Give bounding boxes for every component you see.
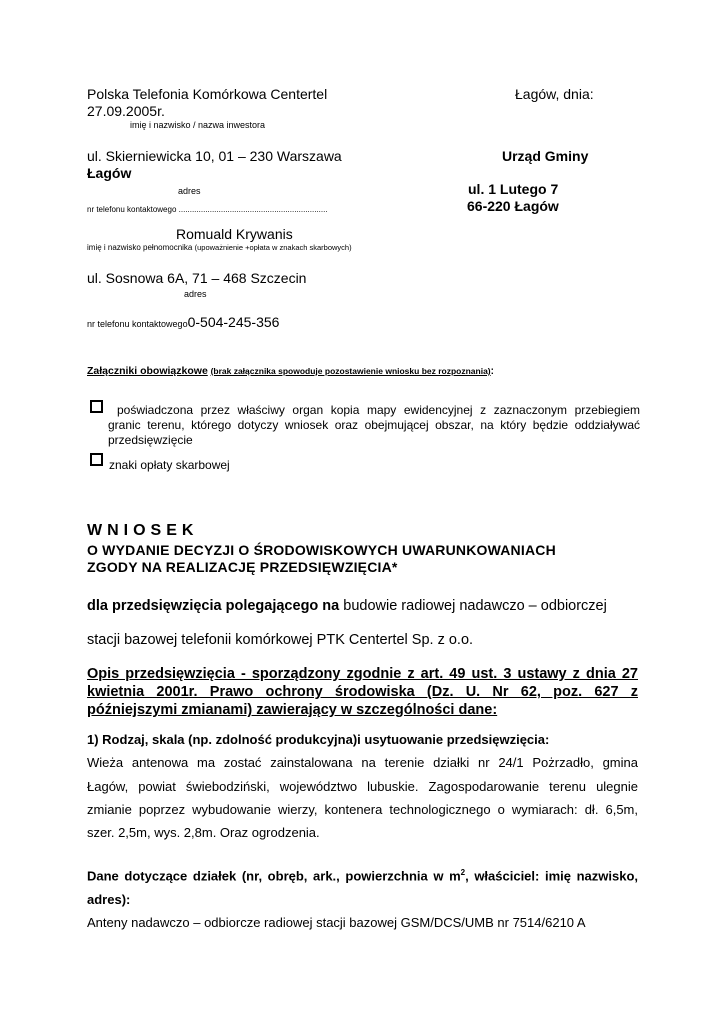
plots-text: Anteny nadawczo – odbiorcze radiowej stacji bazowej GSM/DCS/UMB nr 7514/6210 A — [87, 915, 586, 930]
plots-heading-part-2: , właściciel: imię nazwisko, — [465, 868, 639, 884]
purpose-text-2: stacji bazowej telefonii komórkowej PTK Centertel Sp. z o.o. — [87, 632, 474, 648]
proxy-phone: 0-504-245-356 — [187, 314, 280, 330]
purpose-line — [87, 598, 607, 614]
investor-caption: imię i nazwisko / nazwa inwestora — [130, 120, 266, 130]
section-1-line-3: zmianie poprzez wybudowanie wierzy, kontenera technologicznego o wymiarach: dł. 6,5m, — [87, 802, 638, 817]
applicant-address: ul. Skierniewicka 10, 01 – 230 Warszawa — [87, 148, 342, 164]
section-1-line-2: Łagów, powiat świebodziński, województwo lubuskie. Zagospodarowanie terenu ulegnie — [87, 779, 638, 794]
section-1-line-4: szer. 2,5m, wys. 2,8m. Oraz ogrodzenia. — [87, 825, 320, 840]
plots-heading-sup: 2 — [460, 868, 466, 877]
checkbox-map-copy[interactable] — [90, 400, 103, 413]
document-subtitle-2: ZGODY NA REALIZACJĘ PRZEDSIĘWZIĘCIA* — [87, 559, 398, 575]
proxy-caption-extra: (upoważnienie +opłata w znakach skarbowych) — [194, 243, 352, 252]
proxy-address-caption: adres — [184, 289, 207, 299]
recipient-street: ul. 1 Lutego 7 — [468, 181, 559, 197]
description-line-1: Opis przedsięwzięcia - sporządzony zgodnie z art. 49 ust. 3 ustawy z dnia 27 — [87, 666, 638, 682]
plots-heading-part-1: Dane dotyczące działek (nr, obręb, ark., powierzchnia w m — [87, 868, 461, 884]
attachments-heading — [87, 365, 494, 377]
attachment-1-line3: przedsięwzięcie — [108, 433, 193, 447]
attachment-2-line1: znaki opłaty skarbowej — [109, 458, 230, 472]
address-caption: adres — [178, 186, 201, 196]
section-1-heading: 1) Rodzaj, skala (np. zdolność produkcyjna)i usytuowanie przedsięwzięcia: — [87, 732, 550, 747]
document-subtitle-1: O WYDANIE DECYZJI O ŚRODOWISKOWYCH UWARUNKOWANIACH — [87, 542, 556, 558]
description-line-3: późniejszymi zmianami) zawierający w szczególności dane: — [87, 702, 498, 718]
proxy-name: Romuald Krywanis — [176, 226, 293, 242]
recipient-postal: 66-220 Łagów — [467, 198, 559, 214]
proxy-caption-main: imię i nazwisko pełnomocnika — [87, 243, 193, 252]
purpose-text-1: budowie radiowej nadawczo – odbiorczej — [343, 598, 607, 614]
recipient-office: Urząd Gminy — [502, 148, 589, 164]
proxy-address: ul. Sosnowa 6A, 71 – 468 Szczecin — [87, 270, 307, 286]
application-date: 27.09.2005r. — [87, 103, 165, 119]
proxy-caption — [87, 243, 352, 252]
plots-heading-line-1 — [87, 868, 638, 883]
purpose-label: dla przedsięwzięcia polegającego na — [87, 598, 340, 614]
description-line-2: kwietnia 2001r. Prawo ochrony środowiska (Dz. U. Nr 62, poz. 627 z — [87, 684, 638, 700]
checkbox-stamp-duty[interactable] — [90, 453, 103, 466]
plots-heading-line-2: adres): — [87, 892, 131, 907]
attachment-1-line1: poświadczona przez właściwy organ kopia mapy ewidencyjnej z zaznaczonym przebiegiem — [117, 403, 640, 417]
document-title: WNIOSEK — [87, 522, 199, 539]
attachments-colon: : — [490, 366, 494, 377]
attachments-note: (brak załącznika spowoduje pozostawienie wniosku bez rozpoznania) — [210, 366, 491, 376]
phone-caption: nr telefonu kontaktowego ................................................................... — [87, 205, 328, 214]
place-date-label: Łagów, dnia: — [515, 86, 594, 102]
recipient-town: Łagów — [87, 165, 132, 181]
section-1-line-1: Wieża antenowa ma zostać zainstalowana na terenie działki nr 24/1 Pożrzadło, gmina — [87, 755, 638, 770]
applicant-company: Polska Telefonia Komórkowa Centertel — [87, 86, 328, 102]
attachments-title: Załączniki obowiązkowe — [87, 365, 208, 377]
attachment-1-line2: granic terenu, którego dotyczy wniosek oraz obejmującej obszar, na który będzie oddziaływać — [108, 418, 640, 432]
proxy-phone-row — [87, 314, 279, 332]
proxy-phone-caption: nr telefonu kontaktowego — [87, 319, 188, 329]
